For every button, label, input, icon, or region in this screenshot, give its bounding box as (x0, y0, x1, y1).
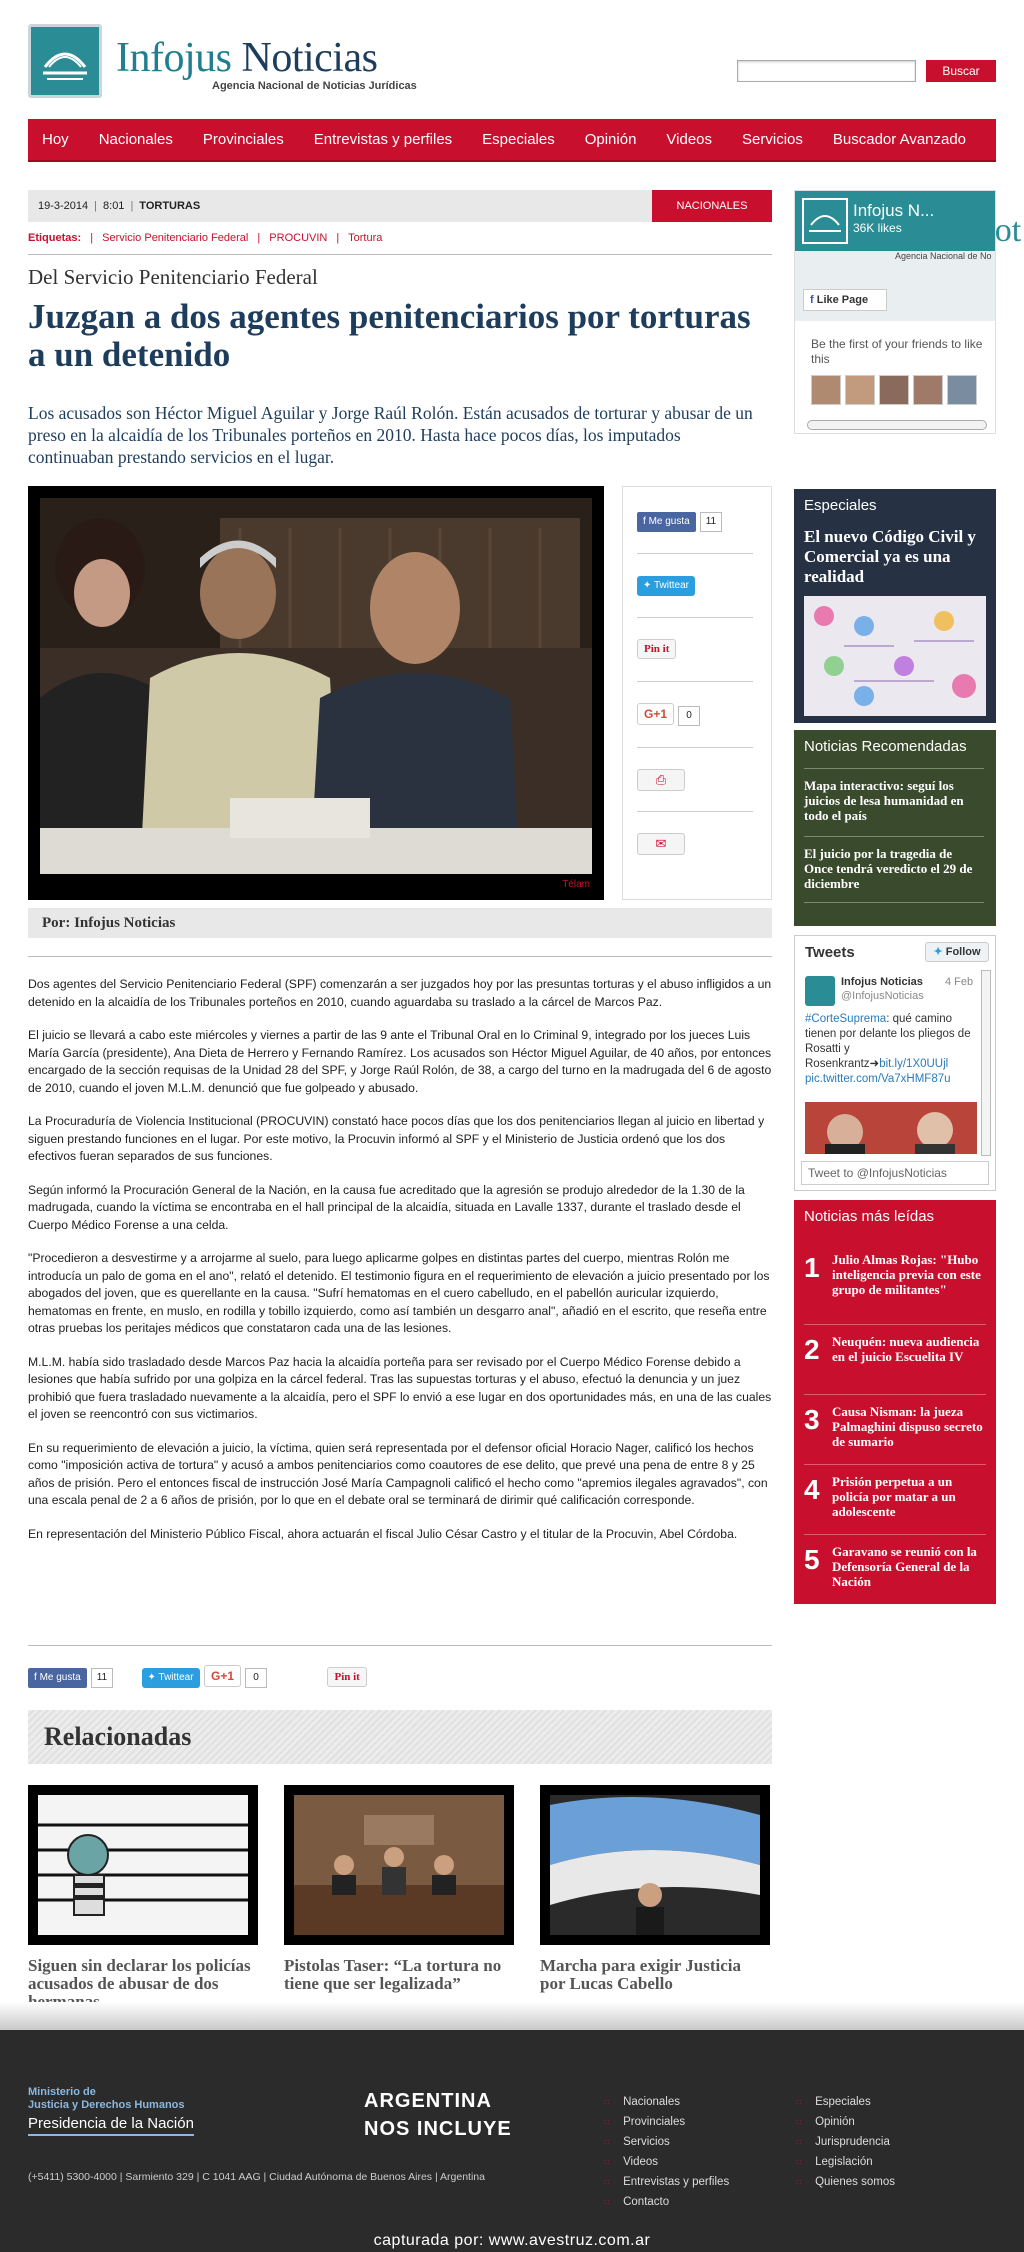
rank-number: 3 (804, 1404, 820, 1435)
tag-separator: | (257, 232, 261, 244)
twitter-widget (794, 935, 996, 1191)
article-photo (40, 498, 592, 874)
divider (637, 747, 753, 748)
tag-separator: | (90, 232, 94, 244)
site-logo-icon[interactable] (28, 24, 102, 98)
mas-leida-link[interactable]: Causa Nisman: la jueza Palmaghini dispuso secreto de sumario (832, 1404, 983, 1449)
mail-button[interactable] (637, 833, 685, 855)
related-title-link[interactable]: Siguen sin declarar los policías acusados de abusar de dos (28, 1956, 251, 1993)
meta-separator: | (94, 200, 98, 212)
divider (637, 681, 753, 682)
article-photo-frame (28, 486, 604, 900)
mas-leida-link[interactable]: Julio Almas Rojas: "Hubo inteligencia previa con este grupo de militantes" (832, 1252, 981, 1297)
article-paragraph: M.L.M. había sido trasladado desde Marcos Paz hacia la alcaidía porteña para ser revisado por el Cuerpo Médico Forense debido a lesiones que había sufrido por una golpiza en la cárcel federal. Tras las supuestas torturas y el abuso, efectuó la denuncia y un juez prohibió que fuera trasladado nuevamente a la alcaidía, pero el SPF lo envió a ese lugar en dos oportunidades más, en una de las cuales el joven se reencontró con sus victimarios. (28, 1354, 772, 1421)
mas-leidas-widget (794, 1200, 996, 1604)
footer-link[interactable] (796, 2116, 855, 2128)
especiales-headline[interactable]: El nuevo Código Civil y Comercial ya es una realidad (804, 527, 976, 586)
logo-word-noticias: Noticias (241, 35, 378, 81)
gplus-count: 0 (245, 1668, 267, 1688)
svg-text:Agencia Nacional de No: Agencia Nacional de No (895, 251, 992, 261)
share-column (622, 486, 772, 900)
related-title-link[interactable]: Marcha para exigir Justicia por Lucas Cabello (540, 1956, 741, 1993)
footer-link[interactable] (796, 2176, 895, 2188)
article-lead: Los acusados son Héctor Miguel Aguilar y Jorge Raúl Rolón. Están acusados de torturar y abusar de un preso en la alcaidía de los Tribunales porteños en 2010. Hasta hace pocos días, los imputados continuaban prestando servicios en el lugar. (28, 403, 753, 467)
tweet-date[interactable]: 4 Feb (945, 976, 974, 988)
tweets-title: Tweets (805, 944, 855, 961)
article-byline: Por: Infojus Noticias (28, 908, 772, 938)
footer-link-label: Especiales (815, 2096, 871, 2108)
site-title[interactable] (116, 34, 377, 82)
related-image (28, 1785, 258, 1945)
especiales-widget[interactable] (794, 489, 996, 723)
divider (804, 1394, 986, 1395)
article-kicker: Del Servicio Penitenciario Federal (28, 265, 318, 289)
share-bar-bottom (28, 1665, 772, 1691)
bullet-icon: ∷ (796, 2178, 802, 2187)
ministry-logo[interactable] (28, 2086, 185, 2112)
follow-label: Follow (945, 946, 981, 958)
bullet-icon: ∷ (604, 2158, 610, 2167)
footer-link-label: Nacionales (623, 2096, 680, 2108)
footer-link-label: Videos (623, 2156, 659, 2168)
ministry-line: Justicia y Derechos Humanos (28, 2099, 185, 2111)
especiales-title: Especiales (804, 497, 877, 514)
divider (28, 956, 772, 957)
friend-avatar (811, 375, 841, 405)
footer-link[interactable] (604, 2136, 670, 2148)
fb-icon: f (810, 294, 817, 306)
site-subtitle: Agencia Nacional de Noticias Jurídicas (212, 80, 417, 92)
footer-link-label: Quienes somos (815, 2176, 895, 2188)
article-time: 8:01 (103, 200, 125, 212)
related-image (540, 1785, 770, 1945)
rank-number: 5 (804, 1544, 820, 1575)
footer-address: (+5411) 5300-4000 | Sarmiento 329 | C 1041 AAG | Ciudad Autónoma de Buenos Aires | Argentina (28, 2171, 485, 2183)
argentina-logo-line1: ARGENTINA (364, 2090, 492, 2112)
section-tab-nacionales[interactable]: NACIONALES (652, 190, 772, 222)
footer-link[interactable] (796, 2136, 890, 2148)
divider (804, 902, 984, 903)
recomendadas-widget (794, 730, 996, 926)
pinterest-row (637, 639, 759, 661)
article-paragraph: En representación del Ministerio Público Fiscal, ahora actuarán el fiscal Julio César Castro y el titular de la Procuvin, Abel Córdoba. (28, 1526, 738, 1541)
article-paragraph: "Procedieron a desvestirme y a arrojarme al suelo, para luego aplicarme golpes en distintas partes del cuerpo, mientras Rolón me introducía un palo de goma en el ano", relató el detenido. El testimonio figura en el requerimiento de elevación a juicio presentado por los abogados del joven, que es querellante en la causa. "Sufrí hematomas en el cuero cabelludo, en el pabellón auricular izquierdo, hematomas en frente, en muslo, en rodilla y tobillo izquierdo, como así también un desgarro anal", añadió en el escrito, que reseña entre otras pruebas los peritajes médicos que constataron cada una de las lesiones. (28, 1251, 770, 1335)
mas-leidas-title: Noticias más leídas (804, 1208, 935, 1225)
fb-like-button[interactable] (28, 1668, 87, 1688)
divider (28, 1645, 772, 1646)
related-title: Relacionadas (44, 1722, 192, 1751)
print-row (637, 769, 759, 791)
tweet-avatar[interactable] (805, 976, 835, 1006)
bullet-icon: ∷ (604, 2138, 610, 2147)
article-paragraph: En su requerimiento de elevación a juicio, la víctima, quien será representada por el defensor oficial Horacio Nager, calificó los hechos como "imposición activa de tortura" y acusó a ambos penitenciarios como coautores de ese delito, que prevé una pena de entre 8 y 25 años de prisión. Pero el entonces fiscal de instrucción José María Campagnoli calificó el hecho como "apremios ilegales agravados", con una escala penal de 2 a 6 años de prisión, por lo que en el debate oral se terminará de dirimir qué calificación corresponde. (28, 1440, 768, 1507)
nav-item-servicios[interactable]: Servicios (742, 131, 803, 148)
recomendada-link[interactable]: El juicio por la tragedia de Once tendrá veredicto el 29 de diciembre (804, 846, 973, 891)
tag-link[interactable]: Tortura (348, 232, 383, 244)
twitter-label: Twittear (158, 1672, 194, 1683)
twitter-bird-icon: ✦ (933, 946, 946, 958)
article-paragraph: La Procuraduría de Violencia Institucional (PROCUVIN) constató hace pocos días que los dos penitenciarios llegan al juicio en libertad y siguen prestando funciones en el lugar. Por este motivo, la Procuvin informó al SPF y el Ministerio de Justicia ordenó que los dos efectivos fueran separados de sus funciones. (28, 1114, 765, 1163)
tweet-author-name[interactable]: Infojus Noticias (841, 976, 923, 988)
divider (637, 553, 753, 554)
divider (804, 768, 984, 769)
twitter-button[interactable] (142, 1668, 200, 1688)
divider (28, 254, 772, 255)
footer-link-label: Provinciales (623, 2116, 686, 2128)
gplus-row (637, 703, 759, 725)
bullet-icon: ∷ (604, 2178, 610, 2187)
twitter-button[interactable] (637, 576, 695, 596)
article-date: 19-3-2014 (38, 200, 89, 212)
fb-like-button[interactable] (637, 512, 696, 532)
pinterest-button[interactable]: Pin it (637, 639, 676, 659)
related-image (284, 1785, 514, 1945)
print-button[interactable] (637, 769, 685, 791)
nav-item-opinion[interactable]: Opinión (584, 131, 637, 148)
mail-icon: ✉ (655, 836, 667, 851)
footer-link[interactable] (604, 2196, 669, 2208)
recomendada-link[interactable]: Mapa interactivo: seguí los juicios de lesa humanidad en todo el país (804, 778, 964, 823)
article-topic[interactable]: TORTURAS (139, 200, 201, 212)
mas-leida-link[interactable]: Garavano se reunió con la Defensoría General de la Nación (832, 1544, 977, 1589)
fb-icon: f (34, 1672, 40, 1683)
tag-separator: | (336, 232, 340, 244)
tags-label: Etiquetas: (28, 232, 82, 244)
related-card[interactable] (540, 1785, 770, 1993)
fb-like-label: Me gusta (39, 1672, 81, 1683)
bullet-icon: ∷ (604, 2118, 610, 2127)
nav-item-buscador[interactable]: Buscador Avanzado (832, 131, 967, 148)
nav-item-nacionales[interactable]: Nacionales (98, 131, 173, 148)
facebook-cover (795, 191, 1022, 321)
bullet-icon: ∷ (796, 2158, 802, 2167)
divider (804, 836, 984, 837)
mas-leida-link[interactable]: Neuquén: nueva audiencia en el juicio Escuelita IV (832, 1334, 980, 1364)
related-card[interactable] (284, 1785, 514, 1993)
argentina-logo-line2: NOS INCLUYE (364, 2118, 512, 2140)
gplus-count: 0 (678, 706, 700, 726)
especiales-image (804, 596, 986, 716)
fb-scrollbar[interactable] (807, 420, 987, 430)
divider (804, 1464, 986, 1465)
site-footer (0, 2030, 1024, 2252)
tag-link[interactable]: Servicio Penitenciario Federal (102, 232, 249, 244)
tweet-hashtag[interactable]: #CorteSuprema (805, 1013, 887, 1025)
tweet-pic-link[interactable]: pic.twitter.com/Va7xHMF87u (805, 1073, 951, 1085)
related-header (28, 1710, 772, 1764)
article-tags (28, 232, 382, 244)
facebook-widget (794, 190, 1022, 434)
bullet-icon: ∷ (796, 2138, 802, 2147)
twitter-bird-icon: ✦ (643, 580, 654, 591)
search-button[interactable]: Buscar (926, 60, 996, 82)
nav-item-videos[interactable]: Videos (666, 131, 713, 148)
tweet-author-handle[interactable]: @InfojusNoticias (841, 990, 924, 1002)
bullet-icon: ∷ (796, 2098, 802, 2107)
pinterest-button[interactable]: Pin it (327, 1667, 366, 1687)
rank-number: 2 (804, 1334, 820, 1365)
tag-link[interactable]: PROCUVIN (269, 232, 328, 244)
nav-item-hoy[interactable]: Hoy (42, 131, 69, 148)
friend-avatar (947, 375, 977, 405)
divider (637, 617, 753, 618)
fb-likes-count: 36K likes (853, 221, 902, 235)
footer-link-label: Entrevistas y perfiles (623, 2176, 730, 2188)
photo-credit: Télam (562, 879, 590, 890)
footer-link-label: Legislación (815, 2156, 873, 2168)
footer-link[interactable] (604, 2156, 658, 2168)
nav-item-entrevistas[interactable]: Entrevistas y perfiles (313, 131, 453, 148)
main-nav (28, 119, 996, 162)
fb-like-page-button[interactable] (803, 289, 887, 311)
meta-separator: | (130, 200, 134, 212)
divider (804, 1324, 986, 1325)
mas-leida-link[interactable]: Prisión perpetua a un policía por matar a un adolescente (832, 1474, 956, 1519)
fb-like-row (637, 511, 759, 533)
article-headline: Juzgan a dos agentes penitenciarios por torturas a un detenido (28, 297, 751, 374)
fb-like-page-label: Like Page (816, 294, 869, 306)
rank-number: 4 (804, 1474, 820, 1505)
bullet-icon: ∷ (604, 2198, 610, 2207)
nav-item-especiales[interactable]: Especiales (482, 131, 555, 148)
fb-like-count: 11 (700, 512, 722, 532)
footer-link[interactable] (796, 2096, 871, 2108)
tweets-scrollbar[interactable] (981, 970, 991, 1156)
footer-link[interactable] (604, 2176, 729, 2188)
tweet-body: : qué camino tienen por delante los pliegos de Rosatti y Rosenkrantz➜ (805, 1013, 971, 1070)
divider (637, 811, 753, 812)
recomendadas-title: Noticias Recomendadas (804, 738, 967, 755)
friend-avatar (845, 375, 875, 405)
tweet-link[interactable]: bit.ly/1X0UUjl (879, 1058, 949, 1070)
tweet-to-input[interactable]: Tweet to @InfojusNoticias (801, 1161, 989, 1185)
friend-avatar (913, 375, 943, 405)
nav-item-provinciales[interactable]: Provinciales (202, 131, 284, 148)
twitter-bird-icon: ✦ (147, 1672, 159, 1683)
article-body (28, 976, 772, 1559)
print-icon: ⎙ (655, 772, 667, 787)
presidencia-logo[interactable]: Presidencia de la Nación (28, 2115, 194, 2136)
tweet-text (805, 1012, 975, 1087)
article-paragraph: Dos agentes del Servicio Penitenciario Federal (SPF) comenzarán a ser juzgados hoy por las presuntas torturas y el abuso infligidos a un detenido en la alcaidía de los Tribunales porteños en 2010, cuando aguardaba su traslado a la cárcel de Marcos Paz. (28, 977, 772, 1009)
footer-shadow (0, 2002, 1024, 2030)
twitter-row (637, 575, 759, 597)
footer-link[interactable] (604, 2116, 685, 2128)
footer-link-label: Jurisprudencia (815, 2136, 890, 2148)
search-input[interactable] (737, 60, 916, 82)
ministry-line: Ministerio de (28, 2086, 96, 2098)
friend-avatar (879, 375, 909, 405)
footer-link-label: Opinión (815, 2116, 855, 2128)
follow-button[interactable] (925, 942, 989, 962)
tweet-image[interactable] (805, 1102, 977, 1154)
divider (804, 1534, 986, 1535)
site-header (0, 0, 1024, 112)
footer-link[interactable] (796, 2156, 873, 2168)
fb-like-label: Me gusta (648, 516, 690, 527)
fb-friends-text: Be the first of your friends to like this (811, 337, 983, 366)
capture-credit: capturada por: www.avestruz.com.ar (373, 2232, 651, 2249)
rank-number: 1 (804, 1252, 820, 1283)
related-title-link[interactable]: Pistolas Taser: “La tortura no tiene que ser legalizada” (284, 1956, 502, 1993)
svg-text:ojus Not: ojus Not (905, 212, 1022, 249)
article-paragraph: El juicio se llevará a cabo este miércoles y viernes a partir de las 9 ante el Tribunal Oral en lo Criminal 9, integrado por los jueces Luis María García (presidente), Ana Dieta de Herrero y Fernando Ramírez. Los acusados son Héctor Miguel Aguilar, de 40 años, por entonces encargado de la sección requisas de la Unidad 28 del SPF, y Jorge Raúl Rolón, de 38, a cargo del turno en la madrugada del 6 de agosto de 2010, cuando el joven M.L.M. denunció que fue golpeado y abusado. (28, 1028, 772, 1095)
footer-link-label: Contacto (623, 2196, 670, 2208)
fb-like-count: 11 (91, 1668, 113, 1688)
gplus-button[interactable]: G+1 (637, 703, 674, 725)
related-card[interactable] (28, 1785, 258, 2011)
fb-icon: f (643, 516, 649, 527)
bullet-icon: ∷ (796, 2118, 802, 2127)
article-paragraph: Según informó la Procuración General de la Nación, en la causa fue acreditado que la agresión se produjo alrededor de la 1.30 de la madrugada, cuando la víctima se encontraba en el hall principal de la alcaidía, situada en Lavalle 1337, durante el traslado desde el Cuerpo Médico Forense a una celda. (28, 1182, 745, 1232)
fb-page-name[interactable]: Infojus N... (853, 201, 935, 220)
footer-link[interactable] (604, 2096, 680, 2108)
footer-link-label: Servicios (623, 2136, 670, 2148)
gplus-button[interactable]: G+1 (204, 1665, 241, 1687)
logo-word-infojus: Infojus (116, 35, 232, 81)
twitter-label: Twittear (653, 580, 689, 591)
bullet-icon: ∷ (604, 2098, 610, 2107)
mail-row (637, 833, 759, 855)
